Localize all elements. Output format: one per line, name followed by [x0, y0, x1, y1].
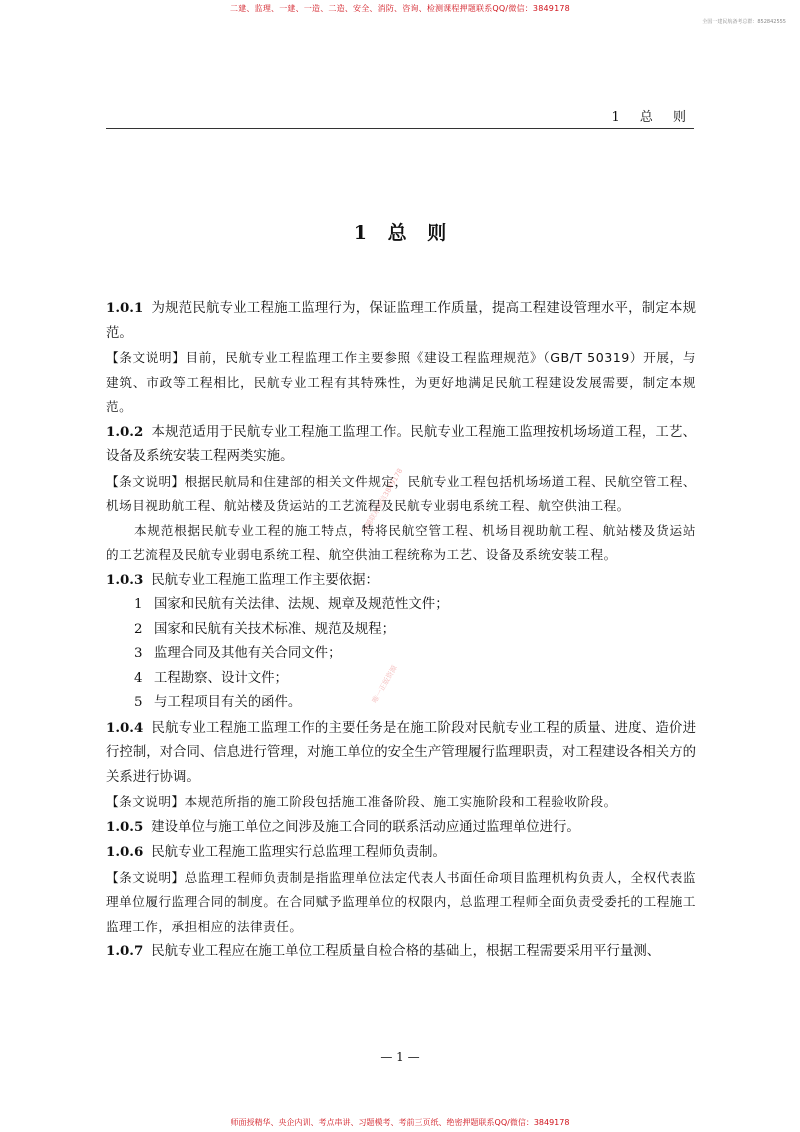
explanation — [106, 790, 696, 815]
explanation-label: 【条文说明】 — [106, 869, 185, 885]
clause-text: 民航专业工程施工监理工作的主要任务是在施工阶段对民航专业工程的质量、进度、造价进行控制，对合同、信息进行管理，对施工单位的安全生产管理履行监理职责，对工程建设各相关方的关系进行协调。 — [106, 720, 696, 785]
clause-number: 1.0.7 — [106, 943, 144, 959]
clause-1-0-3 — [106, 568, 696, 594]
watermark: 押题联系微信3849178 — [360, 467, 405, 535]
chapter-title: 1 总 则 — [353, 222, 447, 244]
clause-text: 民航专业工程施工监理工作主要依据： — [151, 572, 379, 588]
list-text: 与工程项目有关的函件。 — [154, 695, 302, 710]
list-item — [106, 667, 696, 692]
explanation-text: 本规范根据民航专业工程的施工特点，特将民航空管工程、机场目视助航工程、航站楼及货运站的工艺流程及民航专业弱电系统工程、航空供油工程统称为工艺、设备及系统安装工程。 — [106, 522, 696, 562]
watermark: 唯一正版资源 — [370, 664, 399, 705]
clause-1-0-6 — [106, 840, 696, 866]
document-body — [106, 296, 696, 965]
page-number: — 1 — — [380, 1050, 420, 1064]
explanation-label: 【条文说明】 — [106, 794, 185, 809]
explanation — [106, 470, 696, 519]
clause-1-0-4 — [106, 716, 696, 791]
clause-number: 1.0.1 — [106, 300, 144, 316]
list-item — [106, 618, 696, 643]
list-number: 5 — [134, 695, 143, 710]
clause-number: 1.0.3 — [106, 571, 144, 588]
explanation-text: 总监理工程师负责制是指监理单位法定代表人书面任命项目监理机构负责人，全权代表监理单位履行监理合同的制度。在合同赋予监理单位的权限内，总监理工程师全面负责受委托的工程施工监理工作，承担相应的法律责任。 — [106, 869, 697, 934]
clause-text: 民航专业工程施工监理实行总监理工程师负责制。 — [151, 845, 446, 860]
clause-text: 为规范民航专业工程施工监理行为，保证监理工作质量，提高工程建设管理水平，制定本规范。 — [106, 301, 696, 341]
list-text: 国家和民航有关法律、法规、规章及规范性文件； — [154, 597, 449, 612]
header-rule — [106, 128, 694, 129]
clause-text: 民航专业工程应在施工单位工程质量自检合格的基础上，根据工程需要采用平行量测、 — [151, 944, 661, 959]
list-text: 国家和民航有关技术标准、规范及规程； — [154, 621, 396, 637]
list-number: 1 — [134, 597, 143, 612]
explanation-text: 本规范所指的施工阶段包括施工准备阶段、施工实施阶段和工程验收阶段。 — [184, 794, 617, 809]
list-text: 监理合同及其他有关合同文件； — [154, 646, 342, 661]
clause-number: 1.0.4 — [106, 719, 144, 736]
explanation-label: 【条文说明】 — [106, 350, 186, 365]
clause-text: 本规范适用于民航专业工程施工监理工作。民航专业工程施工监理按机场场道工程，工艺、设备及系统安装工程两类实施。 — [106, 424, 696, 464]
clause-number: 1.0.5 — [106, 818, 144, 835]
explanation — [106, 866, 696, 940]
clause-number: 1.0.2 — [106, 423, 144, 440]
list-item — [106, 642, 696, 667]
clause-number: 1.0.6 — [106, 844, 144, 860]
clause-text: 建设单位与施工单位之间涉及施工合同的联系活动应通过监理单位进行。 — [151, 819, 580, 835]
top-right-note: 全国一建民航备考总群：852842555 — [702, 19, 786, 25]
explanation — [106, 346, 696, 420]
bottom-banner: 师面授精华、央企内训、考点串讲、习题模考、考前三页纸、绝密押题联系QQ/微信：3849178 — [230, 1118, 570, 1127]
list-text: 工程勘察、设计文件； — [154, 670, 288, 686]
list-number: 4 — [134, 670, 143, 686]
list-number: 2 — [134, 621, 143, 637]
explanation-continued — [106, 519, 696, 568]
running-head: 1 总 则 — [611, 110, 694, 125]
clause-1-0-1 — [106, 296, 696, 346]
list-item — [106, 691, 696, 716]
explanation-text: 目前，民航专业工程监理工作主要参照《建设工程监理规范》（GB/T 50319）开展，与建筑、市政等工程相比，民航专业工程有其特殊性，为更好地满足民航工程建设发展需要，制定本规范。 — [106, 350, 696, 414]
list-item — [106, 593, 696, 618]
explanation-text: 根据民航局和住建部的相关文件规定，民航专业工程包括机场场道工程、民航空管工程、机场目视助航工程、航站楼及货运站的工艺流程及民航专业弱电系统工程、航空供油工程。 — [106, 473, 697, 513]
list-number: 3 — [134, 646, 143, 661]
top-banner: 二建、监理、一建、一造、二造、安全、消防、咨询、检测课程押题联系QQ/微信：3849178 — [230, 4, 570, 13]
explanation-label: 【条文说明】 — [106, 473, 185, 489]
clause-1-0-2 — [106, 420, 696, 470]
clause-1-0-7 — [106, 939, 696, 965]
clause-1-0-5 — [106, 815, 696, 841]
